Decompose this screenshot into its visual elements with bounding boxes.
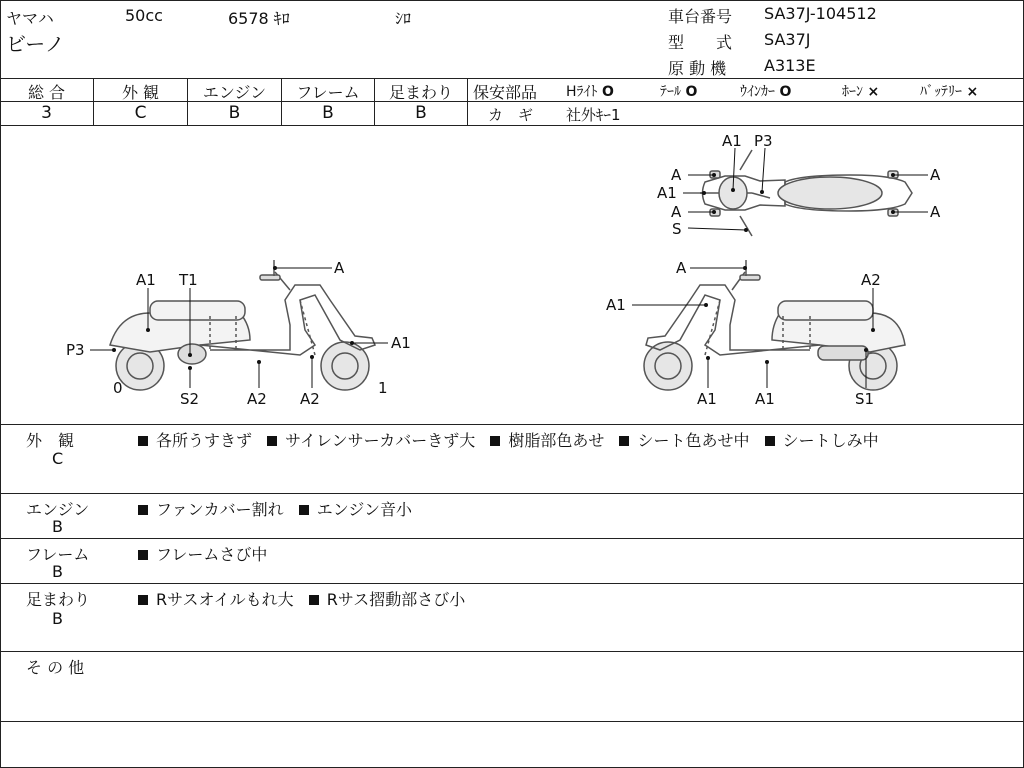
safety-tail: ﾃｰﾙ O bbox=[660, 84, 698, 100]
grade-label-exterior: 外 観 bbox=[121, 83, 160, 102]
remark-grade: B bbox=[52, 609, 63, 628]
diagram-label: A1 bbox=[755, 390, 775, 408]
divider bbox=[0, 651, 1024, 652]
remark-items: Rサスオイルもれ大 Rサス摺動部さび小 bbox=[138, 587, 475, 610]
divider bbox=[468, 101, 1024, 102]
divider bbox=[0, 583, 1024, 584]
divider bbox=[0, 424, 1024, 425]
remark-items: ファンカバー割れ エンジン音小 bbox=[138, 497, 422, 520]
scooter-damage-diagram bbox=[0, 126, 1024, 424]
type-label: 型 式 bbox=[668, 33, 733, 52]
diagram-label: 0 bbox=[113, 379, 123, 397]
grade-label-frame: フレーム bbox=[296, 83, 360, 102]
safety-horn: ﾎｰﾝ × bbox=[842, 84, 880, 100]
body-color: ｼﾛ bbox=[395, 9, 412, 28]
grade-label-engine: エンジン bbox=[202, 83, 267, 102]
remark-category: フレーム bbox=[26, 545, 90, 564]
diagram-label: A1 bbox=[697, 390, 717, 408]
frame-no-value: SA37J-104512 bbox=[764, 4, 877, 23]
remark-category: 外 観 bbox=[26, 431, 75, 450]
diagram-label: S1 bbox=[855, 390, 875, 408]
diagram-label: P3 bbox=[66, 341, 85, 359]
remark-category: エンジン bbox=[26, 500, 90, 519]
remark-category: そ の 他 bbox=[26, 658, 85, 677]
diagram-label: A bbox=[671, 166, 682, 184]
diagram-label: A2 bbox=[247, 390, 267, 408]
key-value: 社外ｷｰ1 bbox=[566, 106, 621, 124]
divider bbox=[0, 493, 1024, 494]
safety-battery: ﾊﾞｯﾃﾘｰ × bbox=[920, 84, 979, 100]
diagram-label: P3 bbox=[754, 132, 773, 150]
diagram-label: A bbox=[930, 166, 941, 184]
remark-grade: B bbox=[52, 562, 63, 581]
scooter-top-view bbox=[700, 150, 912, 236]
remark-items: 各所うすきず サイレンサーカバーきず大 樹脂部色あせ シート色あせ中 シートしみ中 bbox=[138, 428, 889, 451]
diagram-label: S2 bbox=[180, 390, 200, 408]
displacement: 50cc bbox=[125, 6, 163, 25]
divider bbox=[467, 78, 468, 125]
diagram-label: S bbox=[672, 220, 682, 238]
diagram-label: T1 bbox=[179, 271, 198, 289]
remark-grade: B bbox=[52, 517, 63, 536]
diagram-label: A1 bbox=[606, 296, 626, 314]
diagram-label: A2 bbox=[861, 271, 881, 289]
diagram-label: A1 bbox=[722, 132, 742, 150]
diagram-label: A1 bbox=[136, 271, 156, 289]
frame-no-label: 車台番号 bbox=[668, 7, 733, 26]
diagram-label: A bbox=[334, 259, 345, 277]
engine-value: A313E bbox=[764, 56, 816, 75]
grade-value-exterior: C bbox=[134, 103, 147, 123]
safety-winker: ｳｲﾝｶｰ O bbox=[740, 84, 792, 100]
safety-headlight: Hﾗｲﾄ O bbox=[566, 84, 614, 100]
type-value: SA37J bbox=[764, 30, 811, 49]
grade-label-overall: 総 合 bbox=[27, 83, 66, 102]
divider bbox=[0, 538, 1024, 539]
divider bbox=[0, 78, 1024, 79]
grade-value-suspension: B bbox=[415, 103, 427, 123]
diagram-label: A bbox=[676, 259, 687, 277]
remark-grade: C bbox=[52, 449, 64, 468]
mileage: 6578 ｷﾛ bbox=[228, 9, 290, 28]
remark-items: フレームさび中 bbox=[138, 542, 277, 565]
diagram-label: A1 bbox=[391, 334, 411, 352]
remark-category: 足まわり bbox=[26, 590, 91, 609]
diagram-label: A2 bbox=[300, 390, 320, 408]
engine-label: 原 動 機 bbox=[668, 59, 727, 78]
grade-label-suspension: 足まわり bbox=[388, 83, 453, 102]
diagram-label: A bbox=[671, 203, 682, 221]
model-name: ビーノ bbox=[6, 32, 65, 56]
safety-label: 保安部品 bbox=[473, 83, 538, 102]
maker: ヤマハ bbox=[6, 9, 54, 28]
key-label: カ ギ bbox=[488, 106, 534, 124]
divider bbox=[0, 721, 1024, 722]
grade-value-overall: 3 bbox=[41, 103, 52, 123]
diagram-label: A1 bbox=[657, 184, 677, 202]
diagram-label: A bbox=[930, 203, 941, 221]
grade-value-engine: B bbox=[228, 103, 241, 123]
diagram-label: 1 bbox=[378, 379, 388, 397]
grade-value-frame: B bbox=[322, 103, 334, 123]
